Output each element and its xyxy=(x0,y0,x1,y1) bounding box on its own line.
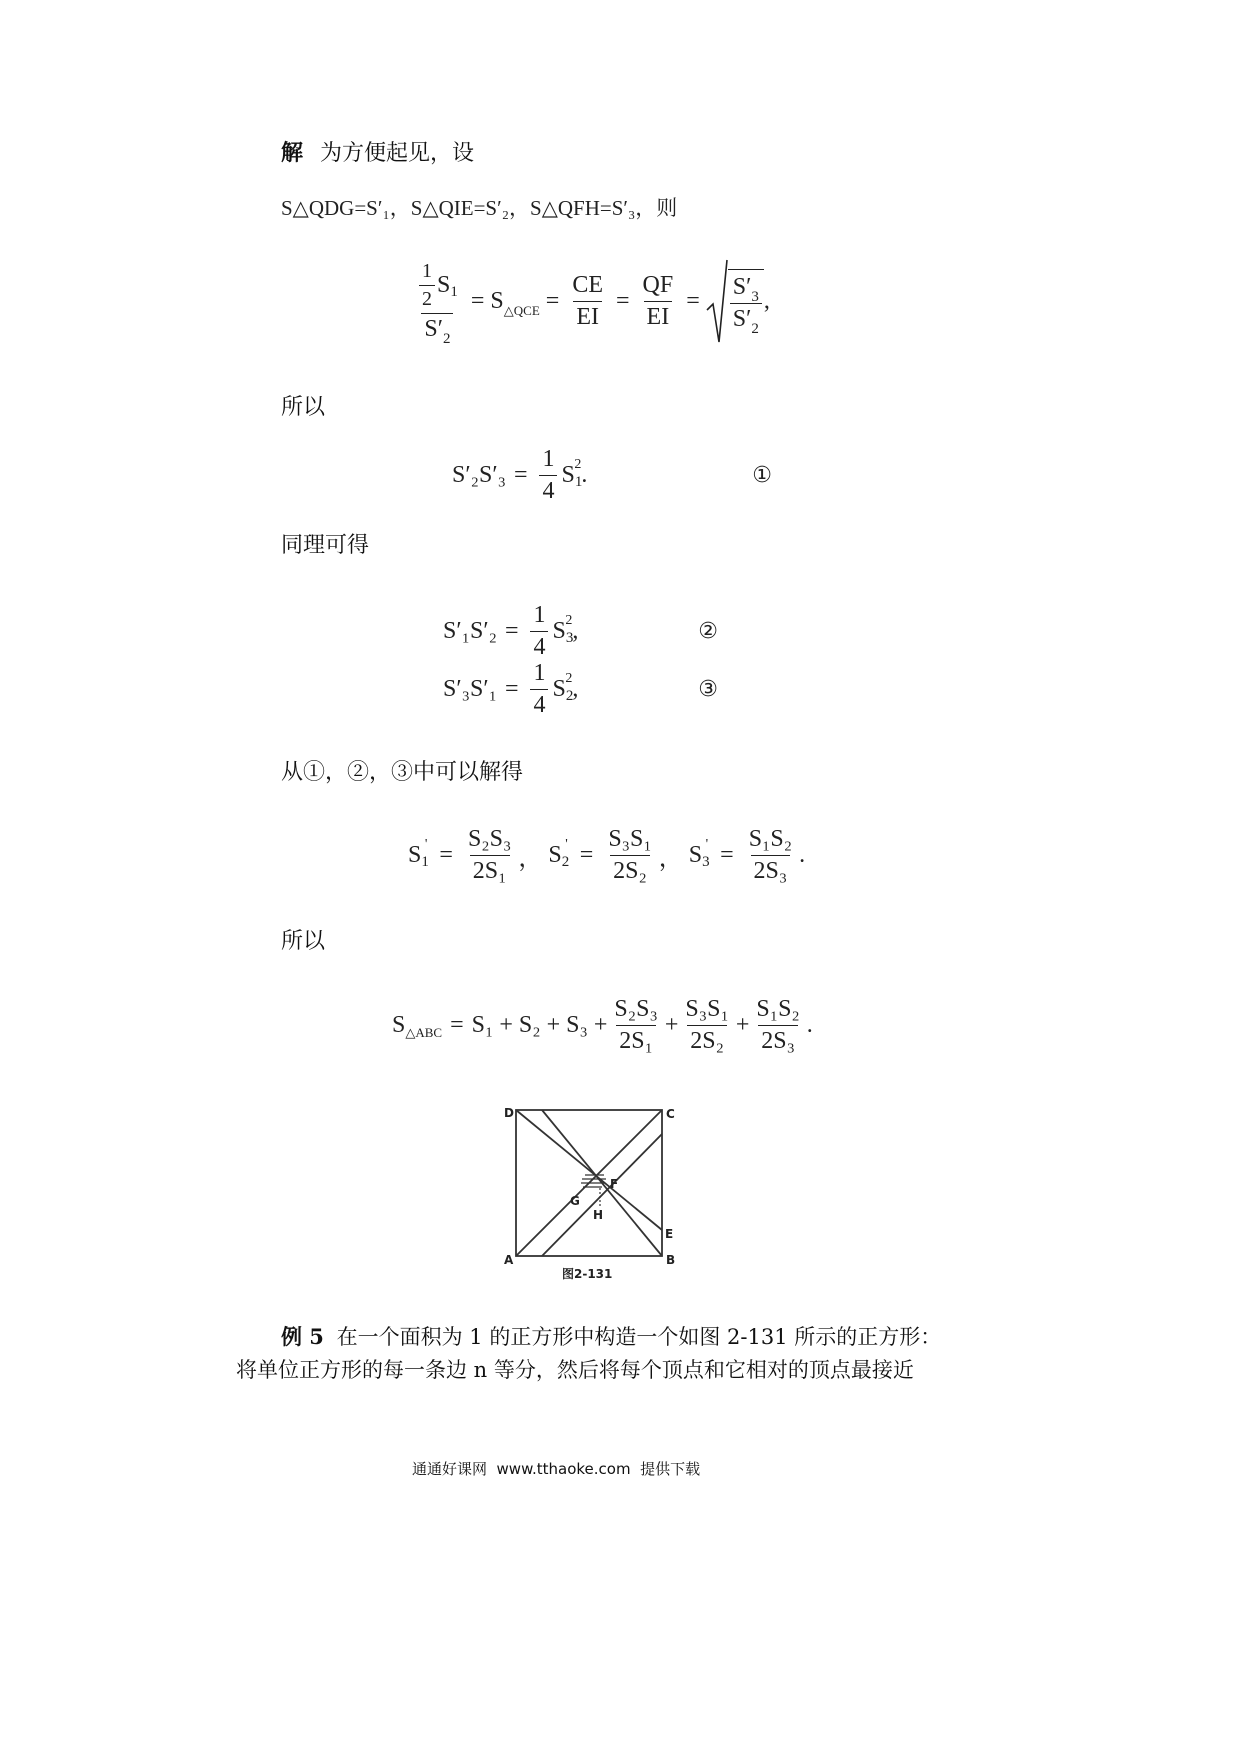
label-h: H xyxy=(593,1208,604,1222)
label-b: B xyxy=(666,1253,676,1267)
half-coefficient: $\frac{1}{2}$ xyxy=(419,260,435,311)
equation-circle-2: S′₁S′₂ = $\frac{1}{4}$ S 3 2 , ② xyxy=(443,602,718,660)
example-5-line-1: 例 5 在一个面积为 1 的正方形中构造一个如图 2-131 所示的正方形： xyxy=(281,1324,942,1349)
area-definitions: S△QDG=S′₁，S△QIE=S′₂，S△QFH=S′₃，则 xyxy=(281,196,678,220)
label-a: A xyxy=(504,1253,514,1267)
equation-solutions xyxy=(408,826,805,885)
triangle-qce-area: $S_{\triangle QCE}$ xyxy=(490,287,540,318)
solution-s3: S 3 ' = $\frac{\text{S₁S₂}}{\text{2S₃}}$ . xyxy=(688,826,806,884)
square-root: $\frac{S'_3}{S'_2}$ xyxy=(706,258,764,344)
solve-from-text: 从①，②，③中可以解得 xyxy=(281,760,524,785)
label-e: E xyxy=(665,1227,674,1241)
label-f: F xyxy=(610,1177,619,1191)
figure-caption: 图2-131 xyxy=(562,1267,613,1280)
equation-circle-1: S′₂S′₃ = $\frac{1}{4}$ S 1 2 . ① xyxy=(452,446,772,504)
solution-s1: S 1 ' = $\frac{\text{S₂S₃}}{\text{2S₁}}$ ， xyxy=(408,826,543,884)
example-5-label: 例 5 xyxy=(281,1324,324,1349)
equation-total-area: S △ABC = S₁ + S₂ + S₃ + $\frac{\text{S₂S₃}}{\text{2S₁}}$ + $\frac{\text{S₃S₁}}{\text{2S₂}}$ + $\frac{\text{S₁S₂}}{\text{2S₃}}$ . xyxy=(392,996,813,1054)
equation-number-3: ③ xyxy=(698,677,718,702)
strip-line-to-right xyxy=(542,1134,662,1256)
ce-over-ei: $\frac{CE}{EI}$ xyxy=(572,271,603,330)
example-5-line-2: 将单位正方形的每一条边 n 等分，然后将每个顶点和它相对的顶点最接近 xyxy=(236,1358,914,1382)
equation-area-ratio: $\frac{1}{2}$ S 1 $S'_2$ = $S_{\triangle QCE}$ = $\frac{CE}{EI}$ = $\frac{QF}{EI}$ = $\frac{S'_3}{S'_2}$ , xyxy=(410,258,770,344)
solution-intro-line xyxy=(281,136,474,167)
label-d: D xyxy=(504,1106,514,1120)
solution-s2: S 2 ' = $\frac{\text{S₃S₁}}{\text{2S₂}}$ ， xyxy=(548,826,683,884)
therefore-text-1: 所以 xyxy=(281,395,326,420)
solution-label: 解 xyxy=(281,140,304,166)
therefore-text-2: 所以 xyxy=(281,929,326,954)
figure-2-131 xyxy=(500,1102,684,1280)
lhs-fraction: $\frac{1}{2}$ S 1 $S'_2$ xyxy=(414,260,461,343)
similarly-text: 同理可得 xyxy=(281,533,370,558)
radical-sign-icon xyxy=(706,258,728,344)
equation-circle-3: S′₃S′₁ = $\frac{1}{4}$ S 2 2 , ③ xyxy=(443,660,718,718)
label-c: C xyxy=(666,1107,675,1121)
equation-number-2: ② xyxy=(698,619,718,644)
page-footer: 通通好课网 www.tthaoke.com 提供下载 xyxy=(412,1460,701,1478)
equation-number-1: ① xyxy=(752,463,772,488)
qf-over-ei: $\frac{QF}{EI}$ xyxy=(642,271,674,330)
strip-line-d-e xyxy=(516,1110,662,1230)
solution-intro-text: 为方便起见，设 xyxy=(320,141,475,166)
label-g: G xyxy=(570,1194,580,1208)
